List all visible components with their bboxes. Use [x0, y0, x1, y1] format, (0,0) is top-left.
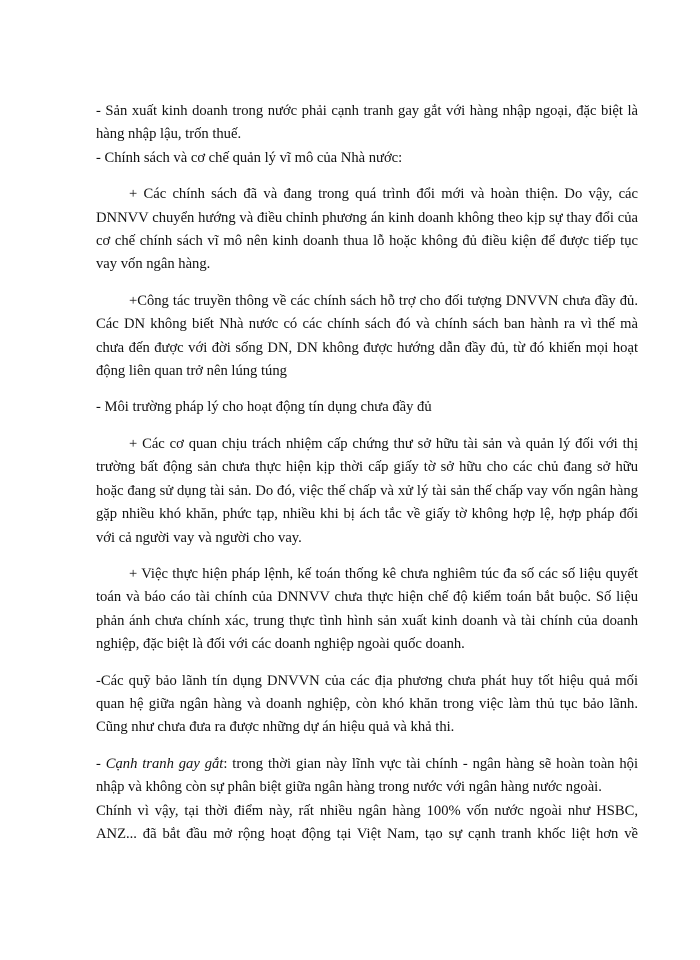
competition-text: : trong thời gian này lĩnh vực tài chính - ngân hàng sẽ hoàn toàn hội nhập và không còn sự phân biệt giữa ngân hàng trong nước với ngân hàng nước ngoài.: [96, 755, 638, 796]
paragraph-policy-communication: +Công tác truyền thông về các chính sách hỗ trợ cho đối tượng DNVVN chưa đầy đủ. Các DN không biết Nhà nước có các chính sách đó và chính sách ban hành ra vì thế mà chưa đến được với đời sống DN, DN không được hướng dẫn đầy đủ, từ đó khiến mọi hoạt động liên quan trở nên lúng túng: [96, 292, 638, 380]
paragraph-fierce-competition: [96, 753, 638, 800]
paragraph-accounting-audit: + Việc thực hiện pháp lệnh, kế toán thống kê chưa nghiêm túc đa số các số liệu quyết toán và báo cáo tài chính của DNNVV chưa thực hiện chế độ kiểm toán bắt buộc. Số liệu phản ánh chưa chính xác, trung thực tình hình sản xuất kinh doanh và tài chính của doanh nghiệp, đặc biệt là đối với các doanh nghiệp ngoài quốc doanh.: [96, 565, 638, 653]
paragraph-legal-environment-heading: - Môi trường pháp lý cho hoạt động tín dụng chưa đầy đủ: [96, 399, 432, 416]
competition-emphasis: Cạnh tranh gay gắt: [105, 755, 224, 772]
document-page: [96, 100, 638, 846]
paragraph-domestic-competition: - Sản xuất kinh doanh trong nước phải cạnh tranh gay gắt với hàng nhập ngoại, đặc biệt là hàng nhập lậu, trốn thuế.: [96, 103, 638, 143]
paragraph-macro-policy-heading: - Chính sách và cơ chế quản lý vĩ mô của Nhà nước:: [96, 149, 403, 166]
paragraph-policy-renewal: + Các chính sách đã và đang trong quá trình đổi mới và hoàn thiện. Do vậy, các DNNVV chuyển hướng và điều chỉnh phương án kinh doanh không theo kịp sự thay đổi của cơ chế chính sách vĩ mô nên kinh doanh thua lỗ hoặc không đủ điều kiện để được tiếp tục vay vốn ngân hàng.: [96, 186, 638, 273]
paragraph-guarantee-funds: -Các quỹ bảo lãnh tín dụng DNVVN của các địa phương chưa phát huy tốt hiệu quả mối quan hệ giữa ngân hàng và doanh nghiệp, còn khó khăn trong việc làm thủ tục bảo lãnh. Cũng như chưa đưa ra được những dự án hiệu quả và khả thi.: [96, 672, 638, 736]
paragraph-property-certificates: + Các cơ quan chịu trách nhiệm cấp chứng thư sở hữu tài sản và quản lý đối với thị trường bất động sản chưa thực hiện kịp thời cấp giấy tờ sở hữu cho các chủ đang sở hữu hoặc đang sử dụng tài sản. Do đó, việc thế chấp và xử lý tài sản thế chấp vay vốn ngân hàng gặp nhiều khó khăn, phức tạp, nhiều khi bị ách tắc về giấy tờ không hợp lệ, hợp pháp đối với cả người vay và người cho vay.: [96, 435, 638, 546]
competition-prefix: -: [96, 755, 106, 772]
paragraph-foreign-banks: Chính vì vậy, tại thời điểm này, rất nhiều ngân hàng 100% vốn nước ngoài như HSBC, ANZ... đã bắt đầu mở rộng hoạt động tại Việt Nam, tạo sự cạnh tranh khốc liệt hơn về: [96, 802, 638, 842]
